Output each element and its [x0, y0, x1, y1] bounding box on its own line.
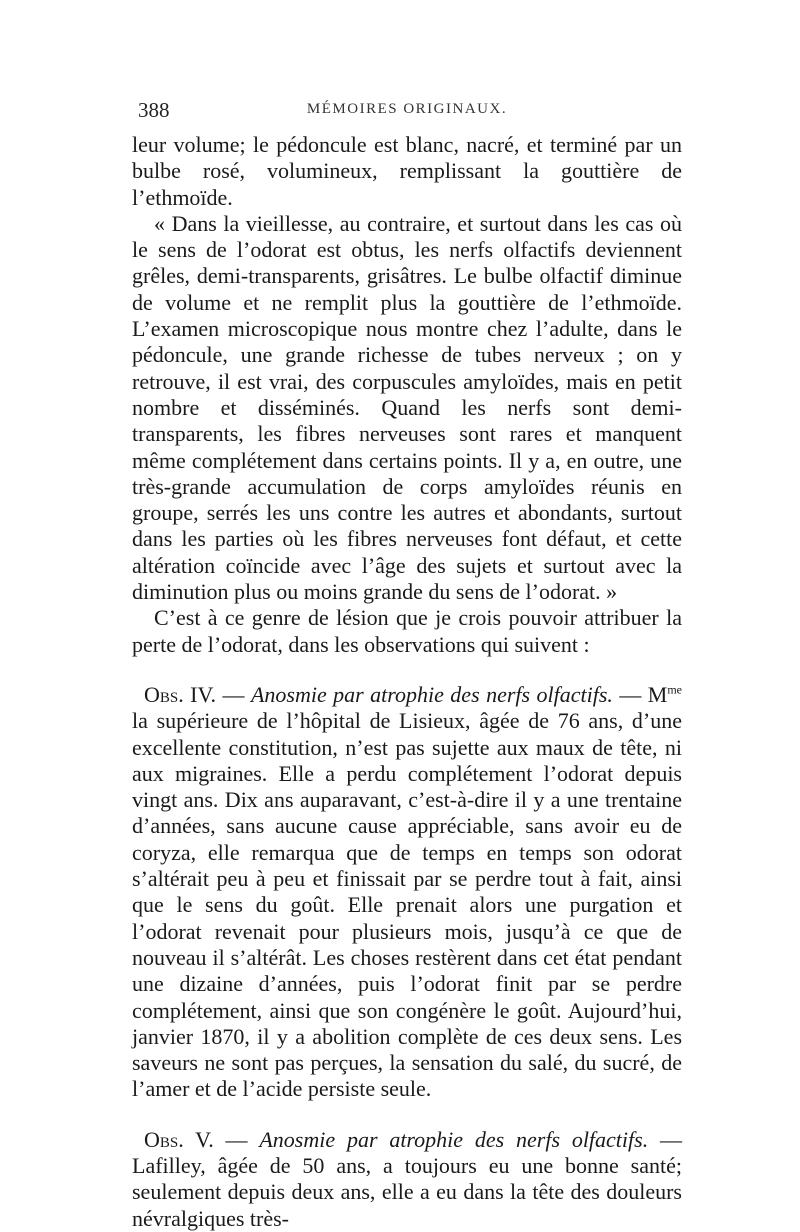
observation-5-label: Obs. V.	[144, 1126, 214, 1152]
observation-4-dash: —	[216, 681, 251, 707]
body-text	[132, 132, 682, 1232]
observation-4-text: la supérieure de l’hôpital de Lisieux, âgée de 76 ans, d’une excellente constitution, n’est pas sujette aux maux de tête, ni aux migraines. Elle a perdu complétement l’odorat depuis vingt ans. Dix ans auparavant, c’est-à-dire il y a une trentaine d’années, sans aucune cause appréciable, sans avoir eu de coryza, elle remarqua que de temps en temps son odorat s’altérait peu à peu et finissait par se perdre tout à fait, ainsi que le sens du goût. Elle prenait alors une purgation et l’odorat revenait pour plusieurs mois, jusqu’à ce que de nouveau il s’altérât. Les choses restèrent dans cet état pendant une dizaine d’années, puis l’odorat finit par se perdre complétement, ainsi que son congénère le goût. Aujourd’hui, janvier 1870, il y a abolition complète de ces deux sens. Les saveurs ne sont pas perçues, la sensation du salé, du sucré, de l’amer et de l’acide persiste seule.	[132, 708, 682, 1102]
page-number: 388	[138, 98, 170, 122]
paragraph-quotation: « Dans la vieillesse, au contraire, et surtout dans les cas où le sens de l’odorat est obtus, les nerfs olfactifs deviennent grêles, demi-transparents, grisâtres. Le bulbe olfactif diminue de volume et ne remplit plus la gouttière de l’ethmoïde. L’examen microscopique nous montre chez l’adulte, dans le pédoncule, une grande richesse de tubes nerveux ; on y retrouve, il est vrai, des corpuscules amyloïdes, mais en petit nombre et disséminés. Quand les nerfs sont demi-transparents, les fibres nerveuses sont rares et manquent même complétement dans certains points. Il y a, en outre, une très-grande accumulation de corps amyloïdes réunis en groupe, serrés les uns contre les autres et abondants, surtout dans les parties où les fibres nerveuses font défaut, et cette altération coïncide avec l’âge des sujets et surtout avec la diminution plus ou moins grande du sens de l’odorat. »	[132, 210, 682, 605]
observation-4-dash-2: —	[612, 681, 648, 707]
page-header	[138, 98, 676, 128]
observation-4-honorific-sup: me	[667, 682, 683, 697]
observation-5	[132, 1127, 682, 1232]
observation-5-dash-2: —	[648, 1126, 683, 1152]
observation-4-title: Anosmie par atrophie des nerfs olfactifs.	[250, 681, 613, 707]
observation-4-label: Obs. IV.	[144, 681, 217, 707]
observation-5-title: Anosmie par atrophie des nerfs olfactifs.	[259, 1126, 649, 1152]
running-head: MÉMOIRES ORIGINAUX.	[306, 101, 508, 117]
observation-4	[132, 682, 682, 1103]
observation-4-honorific: M	[647, 681, 668, 707]
paragraph-introduction: C’est à ce genre de lésion que je crois pouvoir attribuer la perte de l’odorat, dans les observations qui suivent :	[132, 605, 682, 657]
paragraph-continuation: leur volume; le pédoncule est blanc, nacré, et terminé par un bulbe rosé, volumineux, remplissant la gouttière de l’ethmoïde.	[132, 132, 682, 210]
observation-5-text: Lafilley, âgée de 50 ans, a toujours eu une bonne santé; seulement depuis deux ans, elle a eu dans la tête des douleurs névralgiques très-	[132, 1152, 682, 1231]
observation-5-dash: —	[213, 1126, 260, 1152]
